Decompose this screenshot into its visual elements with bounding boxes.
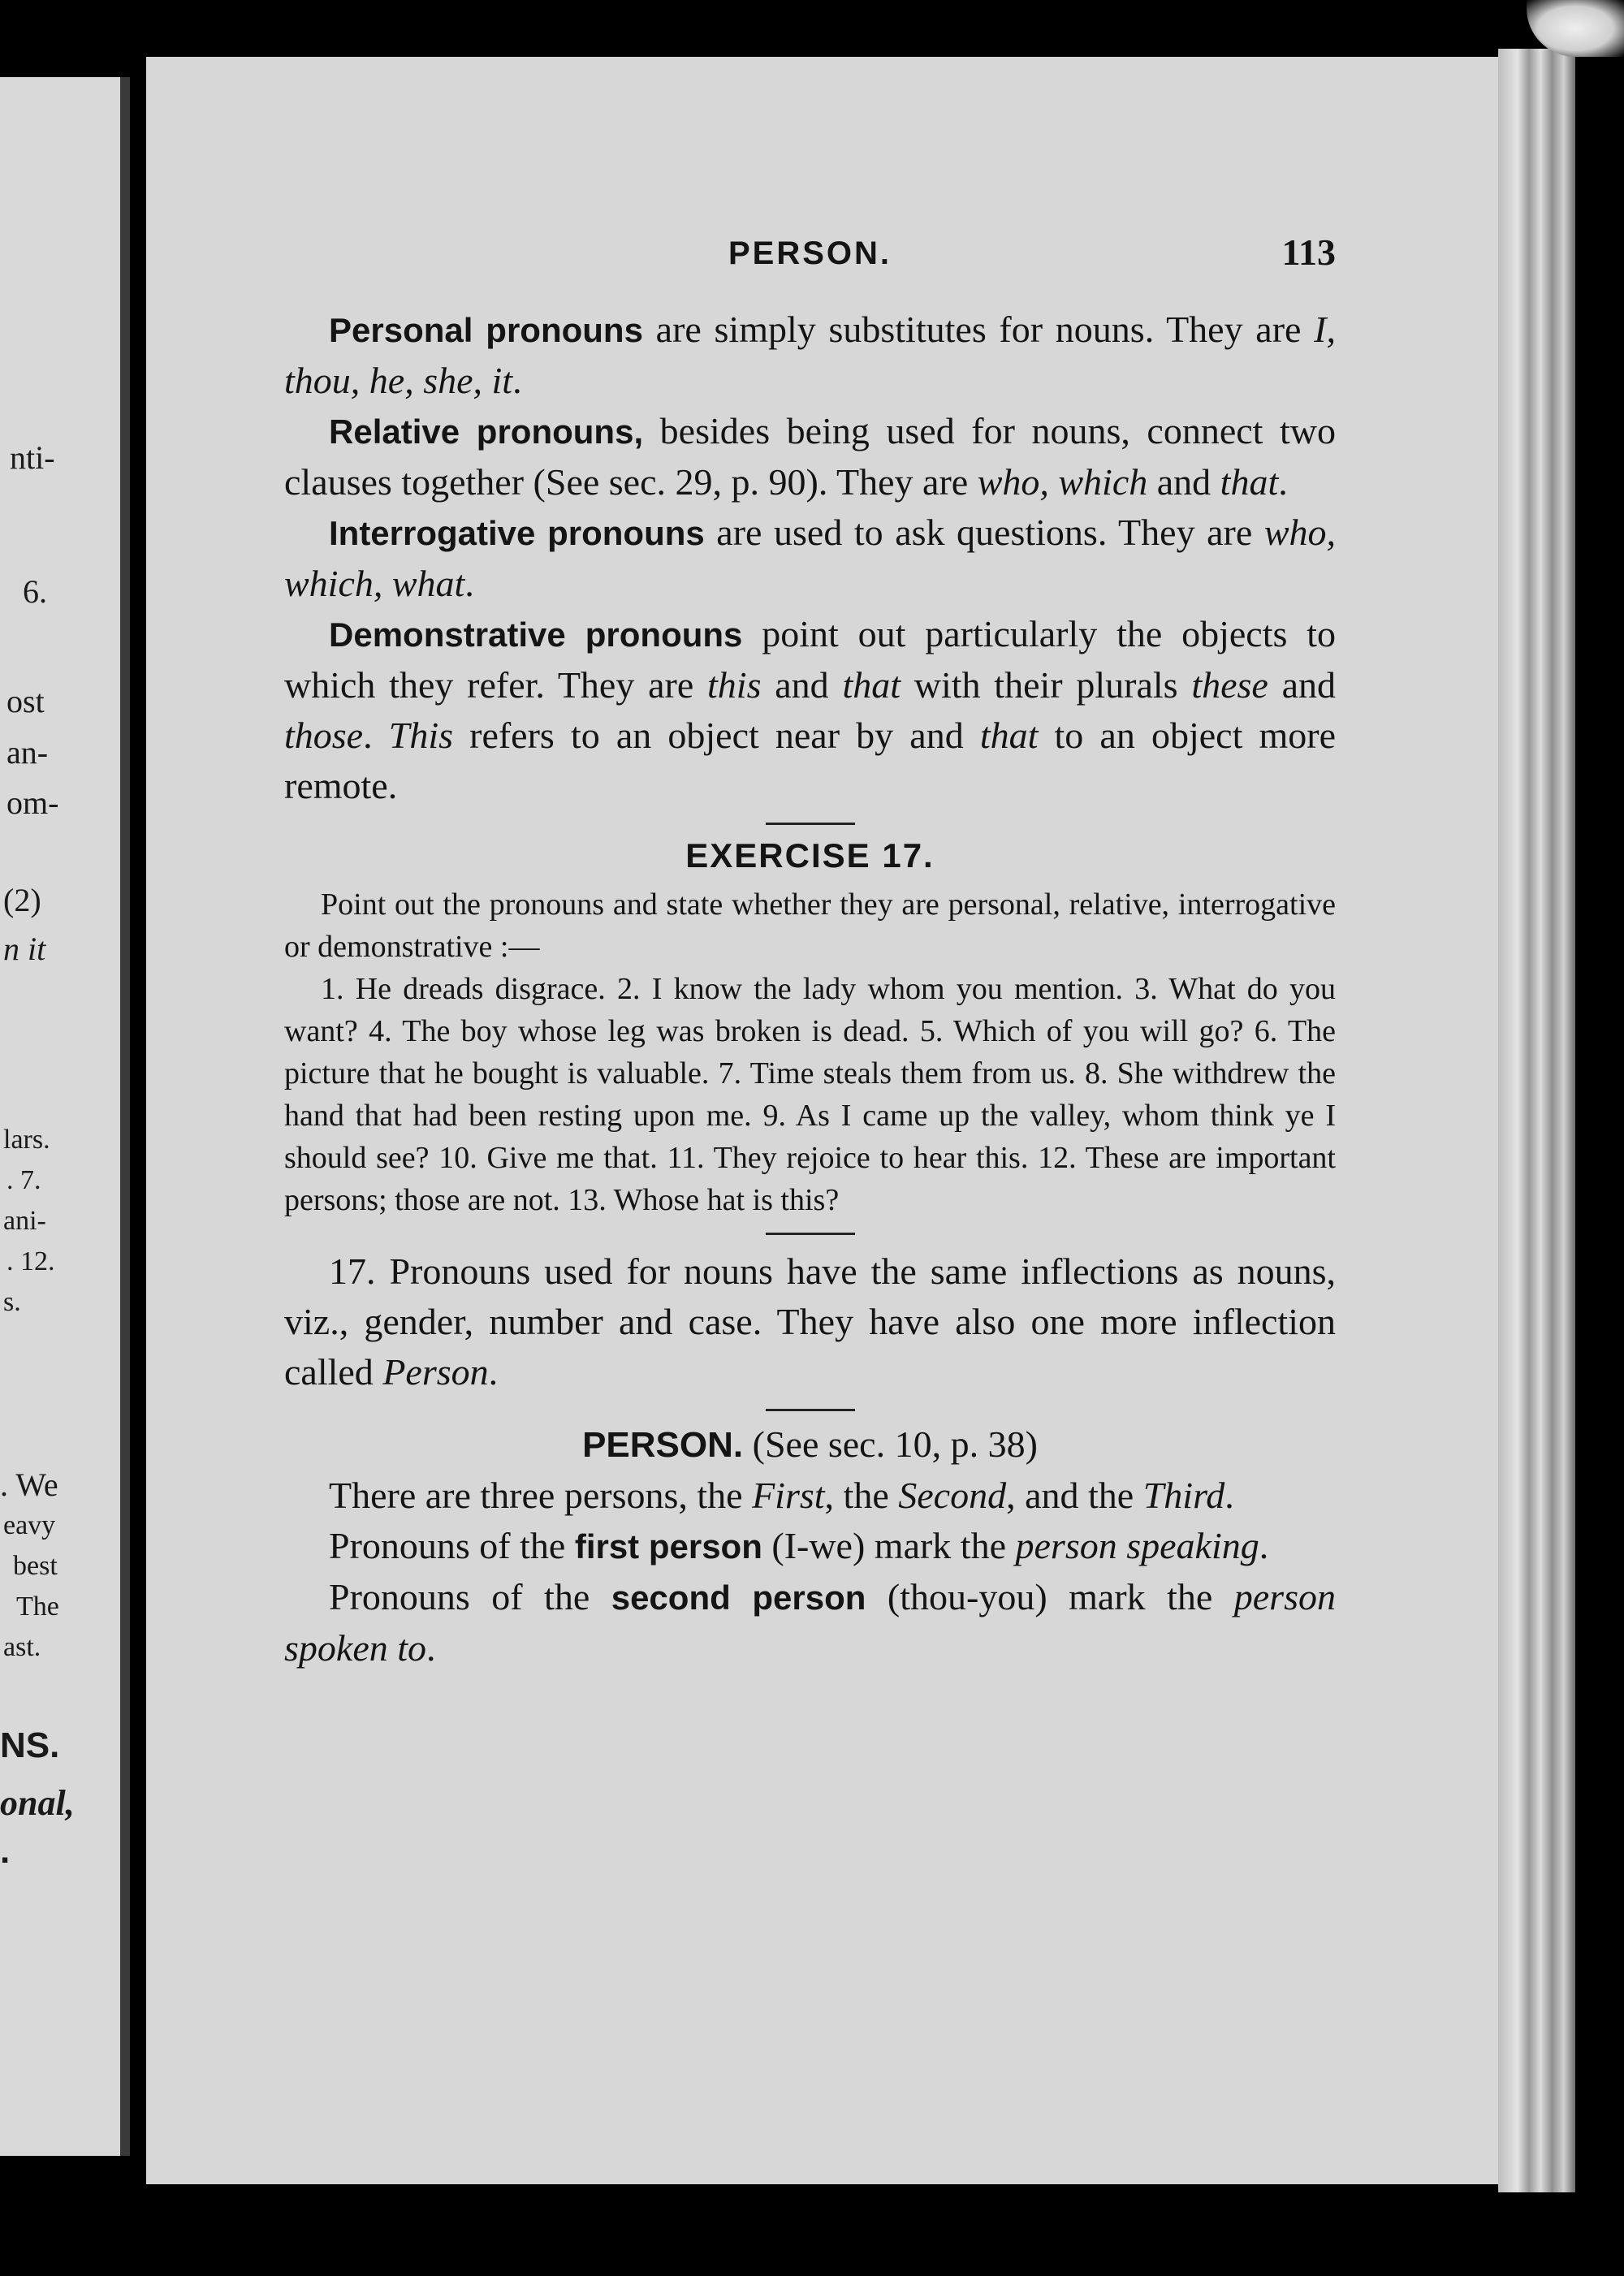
examples-italic: that bbox=[1220, 461, 1279, 503]
examples-italic: who, which, what bbox=[284, 512, 1336, 604]
paragraph-text: , the bbox=[824, 1475, 899, 1516]
person-spoken-to-italic: person spoken to bbox=[284, 1576, 1336, 1669]
paragraph-text: Pronouns of the bbox=[329, 1576, 611, 1617]
running-head: PERSON. bbox=[728, 235, 892, 271]
term-demonstrative-pronouns: Demonstrative pronouns bbox=[329, 615, 743, 654]
interrogative-pronouns-paragraph bbox=[284, 507, 1336, 609]
paragraph-text: are used to ask questions. They are bbox=[704, 512, 1264, 553]
left-fragment: lars. bbox=[3, 1125, 50, 1155]
left-fragment: . 12. bbox=[6, 1246, 55, 1276]
demonstrative-pronouns-paragraph bbox=[284, 609, 1336, 811]
left-fragment: 6. bbox=[23, 573, 47, 610]
term-first-person: first person bbox=[574, 1527, 762, 1566]
relative-pronouns-paragraph bbox=[284, 406, 1336, 507]
left-fragment: n it bbox=[3, 931, 46, 967]
person-heading-label: PERSON. bbox=[582, 1425, 744, 1465]
left-fragment: s. bbox=[3, 1287, 21, 1317]
page-number: 113 bbox=[1281, 231, 1336, 273]
exercise-instruction: Point out the pronouns and state whether they are personal, relative, interrogative or demonstrative :— bbox=[284, 888, 1336, 964]
paragraph-text: . bbox=[363, 715, 389, 756]
person-name-italic: First bbox=[752, 1475, 825, 1516]
book-page bbox=[146, 57, 1498, 2184]
left-fragment: The bbox=[16, 1591, 59, 1622]
paragraph-text: (thou-you) mark the bbox=[866, 1576, 1234, 1617]
paragraph-text: to an object more remote. bbox=[284, 715, 1337, 806]
paragraph-text: 17. Pronouns used for nouns have the same inflections as nouns, viz., gender, number and case. They have also one more inflection called bbox=[284, 1250, 1336, 1393]
exercise-title: EXERCISE 17. bbox=[685, 836, 935, 875]
left-fragment: . bbox=[0, 1831, 11, 1871]
left-fragment: ani- bbox=[3, 1206, 46, 1236]
paragraph-text: . bbox=[1224, 1475, 1234, 1516]
examples-italic: these bbox=[1191, 664, 1268, 706]
section-divider bbox=[766, 823, 855, 825]
left-fragment: . 7. bbox=[6, 1165, 41, 1195]
term-relative-pronouns: Relative pronouns, bbox=[329, 412, 644, 451]
paragraph-text: point out particularly the objects to which they refer. They are bbox=[284, 613, 1336, 706]
personal-pronouns-paragraph bbox=[284, 304, 1336, 406]
second-person-paragraph bbox=[284, 1572, 1336, 1674]
paragraph-text: . bbox=[426, 1627, 436, 1669]
page-edge-stack bbox=[1498, 49, 1575, 2192]
term-second-person: second person bbox=[611, 1579, 866, 1617]
left-fragment: onal, bbox=[0, 1783, 75, 1823]
paragraph-text: (I-we) mark the bbox=[762, 1525, 1016, 1566]
left-page-edge bbox=[0, 77, 130, 2156]
left-fragment: NS. bbox=[0, 1725, 60, 1765]
paragraph-text: , and the bbox=[1006, 1475, 1143, 1516]
first-person-paragraph bbox=[284, 1521, 1336, 1572]
examples-italic: that bbox=[842, 664, 901, 706]
examples-italic: that bbox=[979, 715, 1039, 756]
paragraph-text: . bbox=[1259, 1525, 1269, 1566]
paragraph-text: Pronouns of the bbox=[329, 1525, 575, 1566]
page-body bbox=[284, 304, 1336, 1674]
term-person-italic: Person bbox=[382, 1351, 489, 1393]
person-name-italic: Second bbox=[898, 1475, 1007, 1516]
examples-italic: I, thou, he, she, it bbox=[284, 309, 1336, 401]
term-personal-pronouns: Personal pronouns bbox=[329, 311, 643, 349]
person-heading-reference: (See sec. 10, p. 38) bbox=[752, 1423, 1038, 1465]
paragraph-text: and bbox=[1268, 664, 1337, 706]
paragraph-text: are simply substitutes for nouns. They are bbox=[642, 309, 1315, 350]
paragraph-text: . bbox=[512, 360, 522, 401]
person-section-heading bbox=[284, 1423, 1336, 1466]
paragraph-text: refers to an object near by and bbox=[453, 715, 980, 756]
paragraph-text: There are three persons, the bbox=[329, 1475, 753, 1516]
paragraph-text: and bbox=[1147, 461, 1220, 503]
paragraph-text: . bbox=[1278, 461, 1288, 503]
paragraph-text: besides being used for nouns, connect two clauses together (See sec. 29, p. 90). They are bbox=[284, 410, 1336, 503]
left-fragment: nti- bbox=[10, 439, 55, 476]
page-header bbox=[284, 231, 1336, 284]
exercise-sentences: 1. He dreads disgrace. 2. I know the lady whom you mention. 3. What do you want? 4. The boy whose leg was broken is dead. 5. Which of you will go? 6. The picture that he bought is valuable. 7. Time steals them from us. 8. She withdrew the hand that had been resting upon me. 9. As I came up the valley, whom think ye I should see? 10. Give me that. 11. They rejoice to hear this. 12. These are important persons; those are not. 13. Whose hat is this? bbox=[284, 972, 1336, 1217]
examples-italic: those bbox=[284, 715, 364, 756]
left-fragment: eavy bbox=[3, 1510, 56, 1540]
left-fragment: best bbox=[13, 1551, 58, 1581]
three-persons-paragraph bbox=[284, 1471, 1336, 1521]
person-name-italic: Third bbox=[1142, 1475, 1225, 1516]
left-fragment: (2) bbox=[3, 882, 41, 918]
person-speaking-italic: person speaking bbox=[1015, 1525, 1259, 1566]
left-fragment: ost bbox=[6, 683, 45, 719]
left-fragment: an- bbox=[6, 734, 49, 771]
left-fragment: om- bbox=[6, 784, 59, 821]
examples-italic: This bbox=[388, 715, 453, 756]
paragraph-text: . bbox=[488, 1351, 499, 1393]
paragraph-text: and bbox=[761, 664, 843, 706]
paragraph-text: with their plurals bbox=[901, 664, 1192, 706]
term-interrogative-pronouns: Interrogative pronouns bbox=[329, 514, 705, 552]
section-17-paragraph bbox=[284, 1246, 1336, 1397]
paragraph-text: . bbox=[464, 563, 474, 604]
examples-italic: this bbox=[707, 664, 762, 706]
section-divider bbox=[766, 1233, 855, 1235]
left-fragment: ast. bbox=[3, 1632, 41, 1662]
left-fragment: . We bbox=[0, 1466, 58, 1503]
examples-italic: who, which bbox=[977, 461, 1148, 503]
section-divider bbox=[766, 1409, 855, 1411]
